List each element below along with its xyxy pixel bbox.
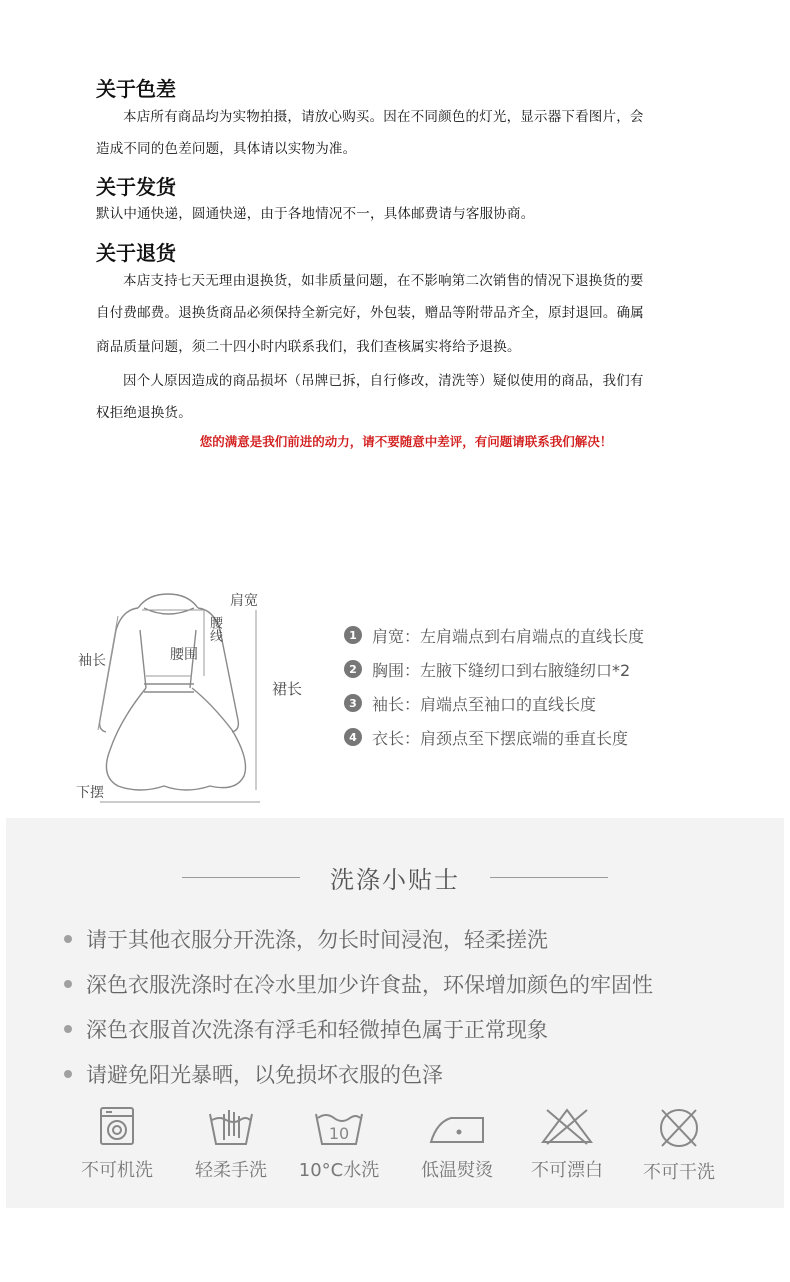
care-title-row [6,860,784,895]
bullet-dot-icon [64,980,72,988]
divider [182,877,300,878]
list-item: 请避免阳光暴晒，以免损坏衣服的色泽 [64,1051,653,1096]
waist-line-label: 腰线 [207,616,222,642]
measurement-item: 2 胸围：左腋下缝纫口到右腋缝纫口*2 [344,652,644,686]
number-badge: 2 [344,660,362,678]
bullet-dot-icon [64,935,72,943]
no-dry-clean-icon [654,1104,704,1154]
hem-label: 下摆 [76,785,104,801]
care-icon-item: 不可干洗 [624,1104,734,1184]
care-tips-section [6,818,784,1208]
number-badge: 3 [344,694,362,712]
care-tip-list [64,916,653,1096]
number-badge: 1 [344,626,362,644]
policy-section [96,76,716,467]
wash-10c-icon [312,1104,366,1148]
measurement-item: 3 袖长：肩端点至袖口的直线长度 [344,686,644,720]
care-icon-item: 不可机洗 [62,1104,172,1182]
svg-text:10: 10 [328,1124,350,1143]
care-icon-item: 低温熨烫 [402,1104,512,1182]
hand-wash-icon [206,1104,256,1148]
divider [490,877,608,878]
care-icon-item: 10 10°C水洗 [284,1104,394,1182]
care-title: 洗涤小贴士 [330,866,460,894]
measurement-item: 1 肩宽：左肩端点到右肩端点的直线长度 [344,618,644,652]
waist-label: 腰围 [170,647,198,663]
bullet-dot-icon [64,1025,72,1033]
list-item: 深色衣服洗涤时在冷水里加少许食盐，环保增加颜色的牢固性 [64,961,653,1006]
returns-text-2: 自付费邮费。退换货商品必须保持全新完好，外包装，赠品等附带品齐全，原封退回。确属 [96,305,644,321]
returns-text-3: 商品质量问题，须二十四小时内联系我们，我们查核属实将给予退换。 [96,339,521,355]
returns-text-4: 因个人原因造成的商品损坏（吊牌已拆，自行修改，清洗等）疑似使用的商品，我们有 [123,373,644,389]
bullet-dot-icon [64,1070,72,1078]
returns-text-1: 本店支持七天无理由退换货，如非质量问题，在不影响第二次销售的情况下退换货的要 [123,273,644,289]
care-icon-item: 不可漂白 [512,1104,622,1182]
shipping-text: 默认中通快递，圆通快递，由于各地情况不一，具体邮费请与客服协商。 [96,206,535,222]
list-item: 深色衣服首次洗涤有浮毛和轻微掉色属于正常现象 [64,1006,653,1051]
list-item: 请于其他衣服分开洗涤，勿长时间浸泡，轻柔搓洗 [64,916,653,961]
returns-text-5: 权拒绝退换货。 [96,405,192,421]
measurement-item: 4 衣长：肩颈点至下摆底端的垂直长度 [344,720,644,754]
color-diff-title: 关于色差 [96,77,176,101]
returns-title: 关于退货 [96,241,176,265]
dress-outline-diagram [60,580,303,812]
low-iron-icon [427,1104,487,1148]
skirt-length-label: 裙长 [272,680,303,698]
measurement-section [0,570,790,810]
care-icon-item: 轻柔手洗 [176,1104,286,1182]
color-diff-text-2: 造成不同的色差问题，具体请以实物为准。 [96,141,357,157]
number-badge: 4 [344,728,362,746]
no-machine-wash-icon [95,1104,139,1148]
no-bleach-icon [539,1104,595,1148]
measurement-list [344,618,644,754]
shipping-title: 关于发货 [96,175,176,199]
satisfaction-notice: 您的满意是我们前进的动力，请不要随意中差评，有问题请联系我们解决！ [199,434,613,449]
color-diff-text-1: 本店所有商品均为实物拍摄，请放心购买。因在不同颜色的灯光，显示器下看图片，会 [123,109,644,125]
shoulder-label: 肩宽 [230,593,258,609]
sleeve-label: 袖长 [78,653,106,669]
